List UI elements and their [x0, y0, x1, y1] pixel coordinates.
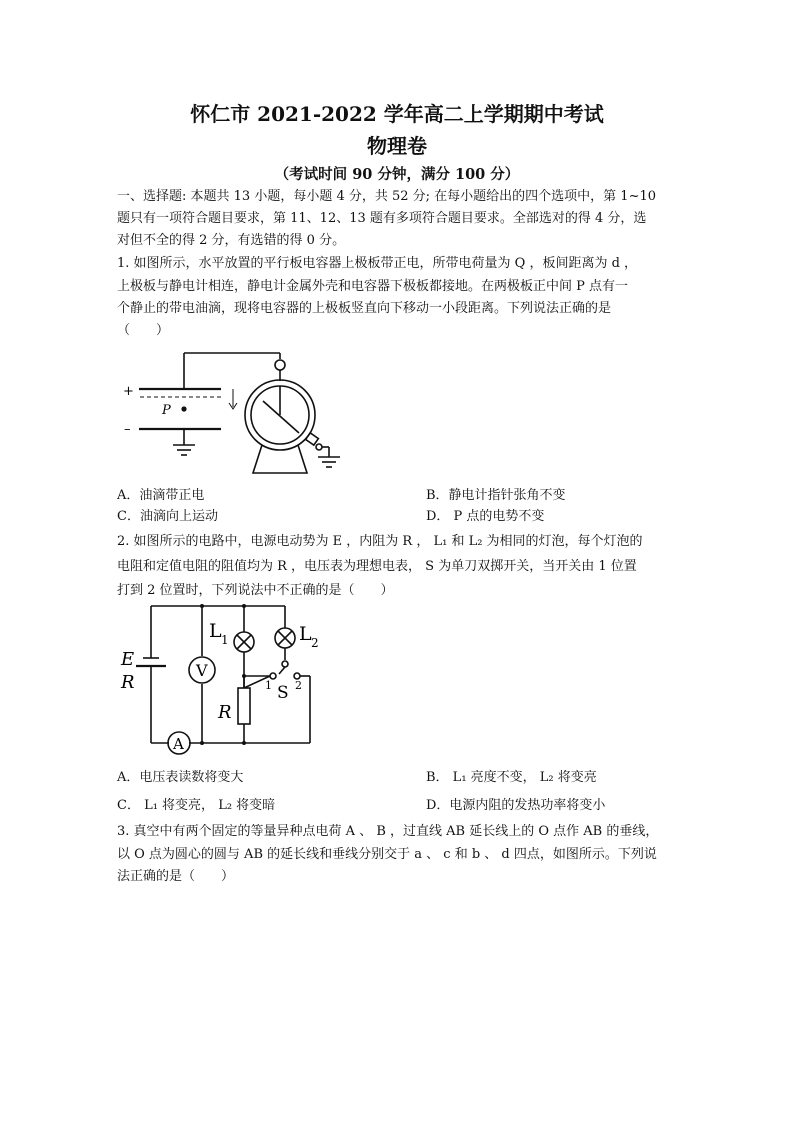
exam-title: 怀仁市 2021-2022 学年高二上学期期中考试 — [190, 102, 604, 126]
section-line-2: 题只有一项符合题目要求，第 11、12、13 题有多项符合题目要求。全部选对的得 4 分，选 — [117, 211, 647, 226]
lamp2-label: L — [299, 623, 312, 645]
exam-subject: 物理卷 — [367, 134, 427, 158]
ammeter-label: A — [173, 735, 184, 753]
voltmeter-label: V — [196, 661, 208, 680]
q1-line-1: 1. 如图所示，水平放置的平行板电容器上极板带正电，所带电荷量为 Q ，板间距离为 d ， — [117, 256, 638, 271]
q3-line-2: 以 O 点为圆心的圆与 AB 的延长线和垂线分别交于 a 、 c 和 b 、 d 四点，如图所示。下列说 — [117, 847, 657, 862]
capacitor-electroscope-figure — [117, 345, 357, 480]
q1-line-3: 个静止的带电油滴，现将电容器的上极板竖直向下移动一小段距离。下列说法正确的是 — [117, 301, 612, 316]
lamp1-subscript: 1 — [221, 633, 229, 647]
battery-resistance-label: R — [121, 672, 135, 693]
q1-line-2: 上极板与静电计相连，静电计金属外壳和电容器下极板都接地。在两极板正中间 P 点有一 — [117, 279, 629, 294]
q1-line-4: （ ） — [117, 323, 170, 338]
switch-pos-2: 2 — [295, 679, 302, 692]
minus-sign: – — [124, 422, 131, 437]
q1-option-b: B．静电计指针张角不变 — [426, 488, 566, 503]
q1-option-c: C．油滴向上运动 — [117, 509, 218, 524]
section-line-1: 一、选择题: 本题共 13 小题，每小题 4 分，共 52 分; 在每小题给出的四个选项中，第 1~10 — [117, 189, 657, 204]
oil-drop-point — [181, 406, 186, 411]
q2-option-b: B． L₁ 亮度不变， L₂ 将变亮 — [426, 770, 597, 785]
q2-line-2: 电阻和定值电阻的阻值均为 R ，电压表为理想电表， S 为单刀双掷开关，当开关由 1 位置 — [117, 559, 637, 574]
switch-pos-1: 1 — [265, 679, 272, 692]
exam-info: （考试时间 90 分钟，满分 100 分） — [274, 166, 520, 183]
q2-line-1: 2. 如图所示的电路中，电源电动势为 E ，内阻为 R ， L₁ 和 L₂ 为相同的灯泡，每个灯泡的 — [117, 534, 643, 549]
circuit-figure — [117, 600, 327, 760]
q2-line-3: 打到 2 位置时，下列说法中不正确的是（ ） — [117, 583, 394, 598]
section-line-3: 对但不全的得 2 分，有选错的得 0 分。 — [117, 233, 346, 248]
q3-line-3: 法正确的是（ ） — [117, 869, 235, 884]
plus-sign: + — [123, 384, 134, 399]
switch-label: S — [277, 683, 289, 703]
q2-option-c: C． L₁ 将变亮， L₂ 将变暗 — [117, 798, 276, 813]
q2-option-d: D．电源内阻的发热功率将变小 — [426, 798, 606, 813]
resistor-label: R — [218, 702, 232, 723]
battery-emf-label: E — [121, 649, 135, 670]
lamp1-label: L — [209, 620, 222, 642]
q1-option-a: A．油滴带正电 — [117, 488, 205, 503]
q1-option-d: D． P 点的电势不变 — [426, 509, 545, 524]
lamp2-subscript: 2 — [311, 636, 319, 650]
q2-option-a: A．电压表读数将变大 — [117, 770, 244, 785]
q3-line-1: 3. 真空中有两个固定的等量异种点电荷 A 、 B ，过直线 AB 延长线上的 O 点作 AB 的垂线， — [117, 824, 659, 839]
point-p-label: P — [162, 403, 171, 418]
